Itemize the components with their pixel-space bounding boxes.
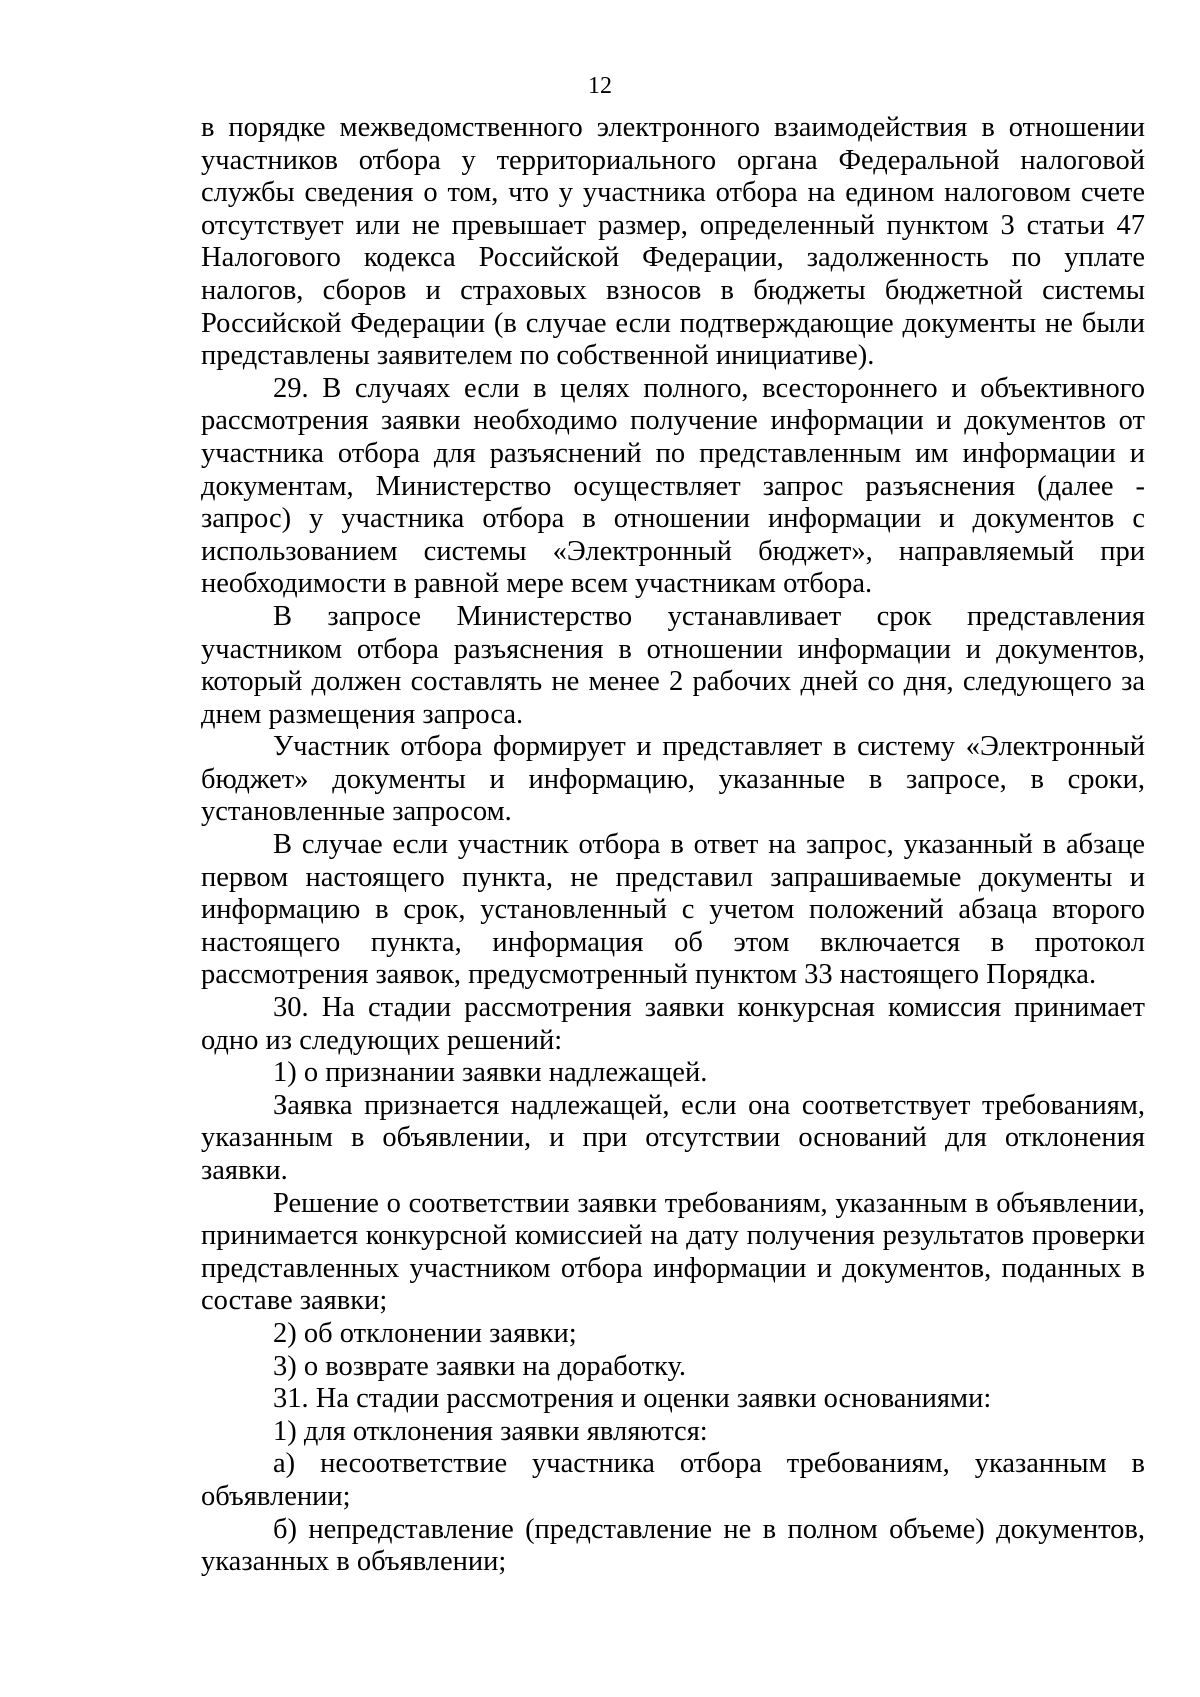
paragraph-request-deadline: В запросе Министерство устанавливает срок представления участником отбора разъяснения в отношении информации и документов, который должен составлять не менее 2 рабочих дней со дня, следующего за днем размещения запроса. <box>201 600 1145 730</box>
paragraph-continuation: в порядке межведомственного электронного взаимодействия в отношении участников отбора у территориального органа Федеральной налоговой службы сведения о том, что у участника отбора на едином налоговом счете отсутствует или не превышает размер, определенный пунктом 3 статьи 47 Налогового кодекса Российской Федерации, задолженность по уплате налогов, сборов и страховых взносов в бюджеты бюджетной системы Российской Федерации (в случае если подтверждающие документы не были представлены заявителем по собственной инициативе). <box>201 112 1145 372</box>
paragraph-proper-application: Заявка признается надлежащей, если она соответствует требованиям, указанным в объявлении, и при отсутствии оснований для отклонения заявки. <box>201 1089 1145 1186</box>
paragraph-failure-to-submit: В случае если участник отбора в ответ на запрос, указанный в абзаце первом настоящего пункта, не представил запрашиваемые документы и информацию в срок, установленный с учетом положений абзаца второго настоящего пункта, информация об этом включается в протокол рассмотрения заявок, предусмотренный пунктом 33 настоящего Порядка. <box>201 829 1145 991</box>
list-item-31-1: 1) для отклонения заявки являются: <box>273 1415 708 1447</box>
list-item-31-1-a: а) несоответствие участника отбора требованиям, указанным в объявлении; <box>201 1448 1145 1512</box>
list-item-30-1: 1) о признании заявки надлежащей. <box>273 1057 708 1089</box>
paragraph-participant-submission: Участник отбора формирует и представляет в систему «Электронный бюджет» документы и информацию, указанные в запросе, в сроки, установленные запросом. <box>201 731 1145 828</box>
paragraph-item-29: 29. В случаях если в целях полного, всестороннего и объективного рассмотрения заявки необходимо получение информации и документов от участника отбора для разъяснений по представленным им информации и документам, Министерство осуществляет запрос разъяснения (далее - запрос) у участника отбора в отношении информации и документов с использованием системы «Электронный бюджет», направляемый при необходимости в равной мере всем участникам отбора. <box>201 372 1145 600</box>
paragraph-item-30: 30. На стадии рассмотрения заявки конкурсная комиссия принимает одно из следующих решений: <box>201 992 1145 1056</box>
paragraph-compliance-decision: Решение о соответствии заявки требованиям, указанным в объявлении, принимается конкурсной комиссией на дату получения результатов проверки представленных участником отбора информации и документов, поданных в составе заявки; <box>201 1187 1145 1317</box>
list-item-31-1-b: б) непредставление (представление не в полном объеме) документов, указанных в объявлении; <box>201 1513 1145 1578</box>
page-number: 12 <box>588 73 612 99</box>
paragraph-item-31: 31. На стадии рассмотрения и оценки заявки основаниями: <box>273 1383 992 1415</box>
document-body <box>201 112 1145 1579</box>
list-item-30-2: 2) об отклонении заявки; <box>273 1317 577 1349</box>
list-item-30-3: 3) о возврате заявки на доработку. <box>273 1350 687 1382</box>
